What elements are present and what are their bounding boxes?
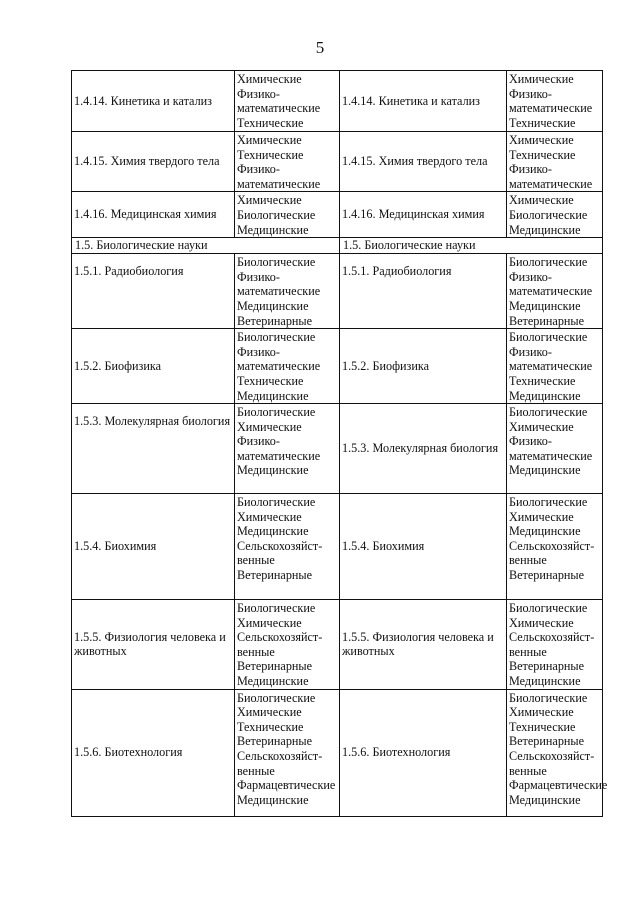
science-branch: Технические xyxy=(237,719,304,734)
science-branch: Биологические xyxy=(509,405,588,420)
science-branch: Биологические xyxy=(509,601,588,616)
science-branch: Химические xyxy=(509,615,574,630)
science-branch: Биологические xyxy=(237,405,316,420)
science-branch: Технические xyxy=(509,719,576,734)
left-science-branches xyxy=(235,689,340,816)
science-branch: Технические xyxy=(237,373,304,388)
science-branch: Химические xyxy=(509,133,574,147)
science-branch: Биологические xyxy=(237,601,316,616)
left-specialty-name: 1.5.4. Биохимия xyxy=(72,494,235,600)
right-science-branches xyxy=(507,404,603,494)
left-science-branches xyxy=(235,71,340,132)
science-branch: венные xyxy=(237,644,275,659)
science-branch: математические xyxy=(237,284,321,299)
right-science-branches xyxy=(507,600,603,690)
science-branch: Медицинские xyxy=(509,792,581,807)
left-science-branches xyxy=(235,494,340,600)
right-science-branches xyxy=(507,329,603,404)
science-branch: Физико- xyxy=(237,86,280,101)
science-branch: Физико- xyxy=(237,344,280,359)
right-specialty-name: 1.4.16. Медицинская химия xyxy=(340,192,507,238)
table-row xyxy=(72,329,603,404)
science-branch: Ветеринарные xyxy=(509,734,585,749)
science-branch: Медицинские xyxy=(509,524,581,539)
science-branch: математические xyxy=(509,359,593,374)
science-branch: математические xyxy=(237,101,321,116)
left-science-branches xyxy=(235,192,340,238)
science-branch: Биологические xyxy=(237,330,316,345)
left-section-heading: 1.5. Биологические науки xyxy=(72,238,340,254)
left-science-branches xyxy=(235,600,340,690)
science-branch: Химические xyxy=(237,419,302,434)
right-specialty-name: 1.5.5. Физиология человека и животных xyxy=(340,600,507,690)
right-specialty-name: 1.4.14. Кинетика и катализ xyxy=(340,71,507,132)
table-row xyxy=(72,494,603,600)
science-branch: Химические xyxy=(237,133,302,147)
science-branch: Медицинские xyxy=(237,298,309,313)
science-branch: Ветеринарные xyxy=(237,313,313,328)
science-branch: Химические xyxy=(237,615,302,630)
science-branch: Медицинские xyxy=(237,222,309,237)
science-branch: венные xyxy=(237,553,275,568)
science-branch: Медицинские xyxy=(509,298,581,313)
left-specialty-name: 1.4.14. Кинетика и катализ xyxy=(72,71,235,132)
science-branch: Физико- xyxy=(237,434,280,449)
science-branch: Ветеринарные xyxy=(509,659,585,674)
science-branch: Химические xyxy=(509,419,574,434)
science-branch: Биологические xyxy=(237,207,316,222)
science-branch: математические xyxy=(237,359,321,374)
table-body xyxy=(72,71,608,817)
science-branch: венные xyxy=(509,644,547,659)
science-branch: Сельскохозяйст- xyxy=(509,538,595,553)
science-branch: Сельскохозяйст- xyxy=(509,630,595,645)
page-number: 5 xyxy=(315,38,325,57)
right-science-branches xyxy=(507,494,603,600)
science-branch: математические xyxy=(237,448,321,463)
left-science-branches xyxy=(235,254,340,329)
science-branch: Технические xyxy=(509,147,576,162)
science-branch: Сельскохозяйст- xyxy=(237,630,323,645)
science-branch: венные xyxy=(509,763,547,778)
left-specialty-name: 1.5.2. Биофизика xyxy=(72,329,235,404)
left-specialty-name: 1.5.5. Физиология человека и животных xyxy=(72,600,235,690)
science-branch: Технические xyxy=(237,147,304,162)
science-branch: Биологические xyxy=(509,330,588,345)
specialties-comparison-table xyxy=(71,70,608,817)
science-branch: Медицинские xyxy=(237,463,309,478)
science-branch: Химические xyxy=(509,72,574,86)
science-branch: Физико- xyxy=(237,269,280,284)
science-branch: Химические xyxy=(509,705,574,720)
science-branch: Медицинские xyxy=(237,388,309,403)
science-branch: Биологические xyxy=(237,255,316,270)
science-branch: Биологические xyxy=(509,207,588,222)
science-branch: Ветеринарные xyxy=(509,313,585,328)
table-row xyxy=(72,71,603,132)
science-branch: Ветеринарные xyxy=(237,568,313,583)
left-science-branches xyxy=(235,404,340,494)
right-specialty-name: 1.5.6. Биотехнология xyxy=(340,689,507,816)
right-science-branches xyxy=(507,132,603,192)
science-branch: Химические xyxy=(237,72,302,86)
science-branch: венные xyxy=(237,763,275,778)
science-branch: Медицинские xyxy=(509,674,581,689)
table-row xyxy=(72,600,603,690)
table-row xyxy=(72,254,603,329)
science-branch: Технические xyxy=(237,115,304,130)
science-branch: Физико- xyxy=(509,344,552,359)
table-row xyxy=(72,689,603,816)
section-row xyxy=(72,238,603,254)
science-branch: математические xyxy=(509,101,593,116)
science-branch: Технические xyxy=(509,373,576,388)
science-branch: Фармацевтические xyxy=(237,778,336,793)
right-specialty-name: 1.5.4. Биохимия xyxy=(340,494,507,600)
science-branch: Медицинские xyxy=(237,792,309,807)
left-specialty-name: 1.4.16. Медицинская химия xyxy=(72,192,235,238)
science-branch: Медицинские xyxy=(509,463,581,478)
science-branch: Биологические xyxy=(509,495,588,510)
science-branch: Химические xyxy=(237,705,302,720)
science-branch: математические xyxy=(237,176,321,191)
science-branch: Биологические xyxy=(237,495,316,510)
right-science-branches xyxy=(507,254,603,329)
science-branch: Медицинские xyxy=(509,388,581,403)
left-specialty-name: 1.5.3. Молекулярная биология xyxy=(72,404,235,494)
science-branch: математические xyxy=(509,448,593,463)
science-branch: Сельскохозяйст- xyxy=(237,538,323,553)
left-science-branches xyxy=(235,329,340,404)
table-row xyxy=(72,192,603,238)
science-branch: Фармацевтические xyxy=(509,778,608,793)
science-branch: Ветеринарные xyxy=(509,568,585,583)
right-science-branches xyxy=(507,192,603,238)
science-branch: Химические xyxy=(237,193,302,208)
right-science-branches xyxy=(507,689,608,816)
science-branch: Физико- xyxy=(509,86,552,101)
science-branch: математические xyxy=(509,176,593,191)
left-specialty-name: 1.5.1. Радиобиология xyxy=(72,254,235,329)
science-branch: Химические xyxy=(509,509,574,524)
science-branch: Медицинские xyxy=(237,524,309,539)
science-branch: Химические xyxy=(509,193,574,208)
science-branch: Биологические xyxy=(509,690,588,705)
science-branch: Сельскохозяйст- xyxy=(509,749,595,764)
science-branch: Биологические xyxy=(509,255,588,270)
table-row xyxy=(72,404,603,494)
left-science-branches xyxy=(235,132,340,192)
table-row xyxy=(72,132,603,192)
right-specialty-name: 1.4.15. Химия твердого тела xyxy=(340,132,507,192)
right-section-heading: 1.5. Биологические науки xyxy=(340,238,603,254)
science-branch: Физико- xyxy=(509,269,552,284)
science-branch: Сельскохозяйст- xyxy=(237,749,323,764)
right-specialty-name: 1.5.1. Радиобиология xyxy=(340,254,507,329)
science-branch: венные xyxy=(509,553,547,568)
science-branch: Ветеринарные xyxy=(237,734,313,749)
right-specialty-name: 1.5.3. Молекулярная биология xyxy=(340,404,507,494)
left-specialty-name: 1.5.6. Биотехнология xyxy=(72,689,235,816)
science-branch: Медицинские xyxy=(509,222,581,237)
right-specialty-name: 1.5.2. Биофизика xyxy=(340,329,507,404)
science-branch: Химические xyxy=(237,509,302,524)
science-branch: Медицинские xyxy=(237,674,309,689)
science-branch: Ветеринарные xyxy=(237,659,313,674)
right-science-branches xyxy=(507,71,603,132)
science-branch: Физико- xyxy=(237,162,280,177)
science-branch: Физико- xyxy=(509,434,552,449)
left-specialty-name: 1.4.15. Химия твердого тела xyxy=(72,132,235,192)
science-branch: Физико- xyxy=(509,162,552,177)
science-branch: Технические xyxy=(509,115,576,130)
science-branch: математические xyxy=(509,284,593,299)
science-branch: Биологические xyxy=(237,690,316,705)
